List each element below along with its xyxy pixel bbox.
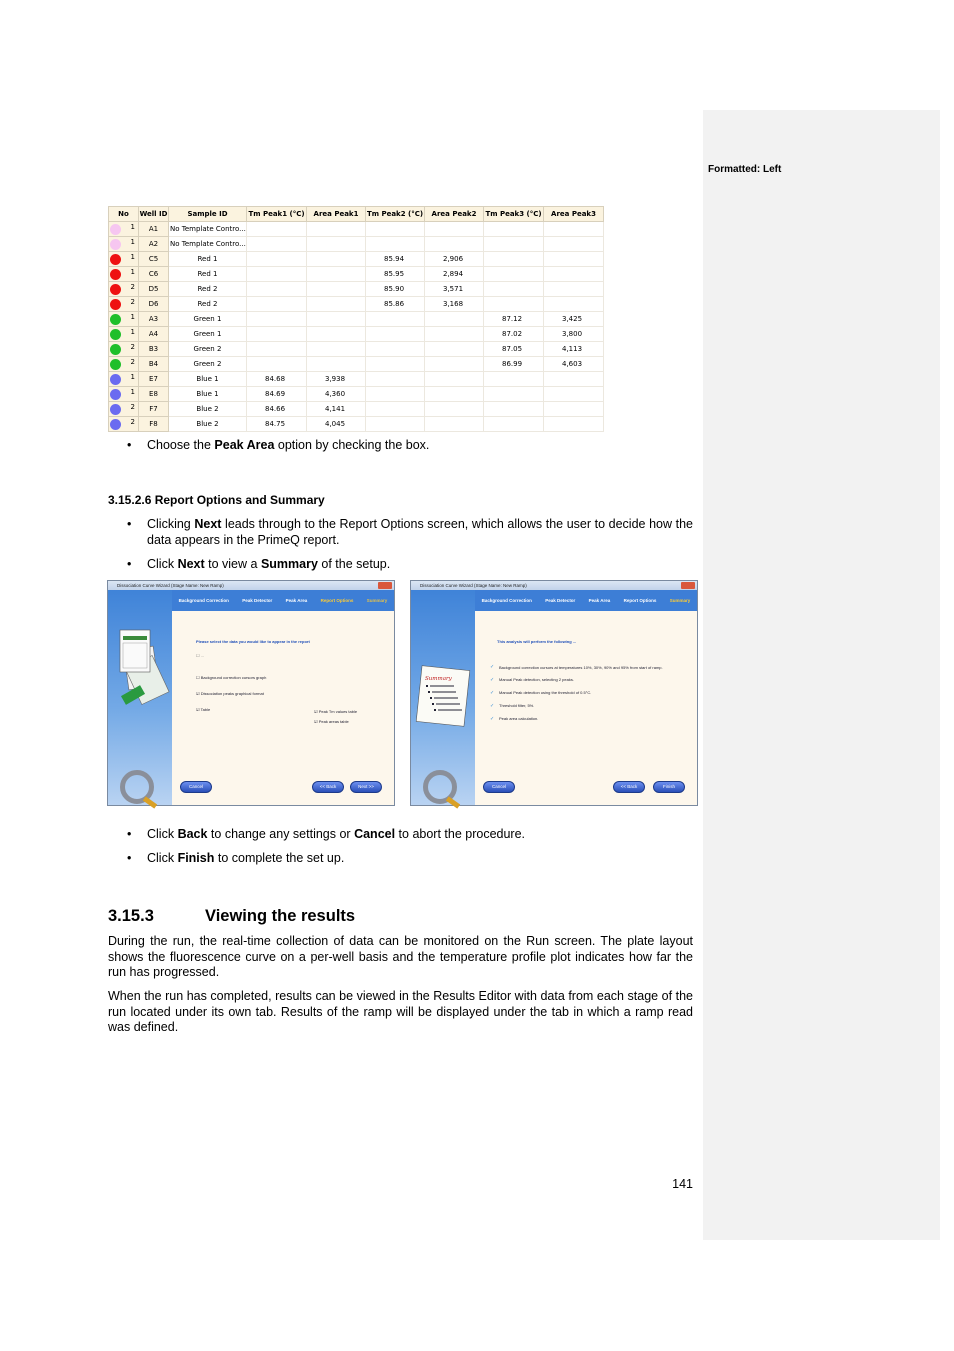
- value-cell: 84.66: [247, 402, 307, 417]
- sample-id-cell: Blue 2: [169, 417, 247, 432]
- sample-color-dot: [110, 299, 121, 310]
- value-cell: [544, 387, 604, 402]
- value-cell: 4,360: [307, 387, 366, 402]
- value-cell: [425, 417, 484, 432]
- sample-color-dot: [110, 344, 121, 355]
- step-peak-area[interactable]: Peak Area: [285, 598, 308, 603]
- value-cell: [425, 402, 484, 417]
- back-button[interactable]: << Back: [312, 781, 344, 793]
- table-row[interactable]: [109, 282, 604, 297]
- value-cell: [307, 357, 366, 372]
- value-cell: [247, 357, 307, 372]
- replicate-number: 2: [130, 298, 135, 306]
- value-cell: [544, 417, 604, 432]
- summary-wizard-screenshot: [410, 580, 698, 806]
- value-cell: [366, 372, 425, 387]
- well-id-cell: C6: [139, 267, 169, 282]
- summary-item: ✓ Peak area calculation.: [490, 716, 539, 722]
- section-heading-report-options: 3.15.2.6 Report Options and Summary: [108, 493, 325, 507]
- summary-item: ✓ Background correction cursors at temperatures 10%, 30%, 90% and 95% from start of ramp.: [490, 664, 663, 670]
- sample-id-cell: Red 2: [169, 282, 247, 297]
- replicate-number: 2: [130, 418, 135, 426]
- finish-button[interactable]: Finish: [653, 781, 685, 793]
- replicate-number: 1: [130, 253, 135, 261]
- step-background-correction[interactable]: Background Correction: [481, 598, 532, 603]
- sample-color-dot: [110, 269, 121, 280]
- value-cell: [366, 327, 425, 342]
- value-cell: [425, 372, 484, 387]
- sample-id-cell: No Template Contro...: [169, 222, 247, 237]
- value-cell: [247, 297, 307, 312]
- value-cell: 86.99: [484, 357, 544, 372]
- step-background-correction[interactable]: Background Correction: [178, 598, 229, 603]
- value-cell: [247, 237, 307, 252]
- value-cell: [307, 342, 366, 357]
- sample-color-dot: [110, 389, 121, 400]
- value-cell: 3,571: [425, 282, 484, 297]
- value-cell: 3,800: [544, 327, 604, 342]
- column-header[interactable]: Tm Peak1 (°C): [247, 207, 307, 222]
- value-cell: [307, 327, 366, 342]
- value-cell: [366, 402, 425, 417]
- value-cell: 84.68: [247, 372, 307, 387]
- report-options-wizard-screenshot: [107, 580, 395, 806]
- well-id-cell: D6: [139, 297, 169, 312]
- value-cell: 4,603: [544, 357, 604, 372]
- wizard-steps: [172, 590, 394, 611]
- value-cell: [366, 312, 425, 327]
- value-cell: 84.75: [247, 417, 307, 432]
- value-cell: 87.05: [484, 342, 544, 357]
- table-header-row: [109, 207, 604, 222]
- page-number: 141: [672, 1177, 693, 1191]
- close-icon: [681, 582, 695, 589]
- sample-color-dot: [110, 239, 121, 250]
- value-cell: [247, 327, 307, 342]
- sample-id-cell: Red 1: [169, 267, 247, 282]
- value-cell: [307, 267, 366, 282]
- wizard-title-bar: Dissociation Curve Wizard (Stage Name: New Ramp): [411, 581, 697, 590]
- well-id-cell: E8: [139, 387, 169, 402]
- column-header[interactable]: No: [109, 207, 139, 222]
- step-summary[interactable]: Summary: [669, 598, 691, 603]
- check-icon: ✓: [490, 716, 495, 722]
- value-cell: 3,938: [307, 372, 366, 387]
- sample-id-cell: No Template Contro...: [169, 237, 247, 252]
- value-cell: [247, 267, 307, 282]
- sample-id-cell: Blue 1: [169, 387, 247, 402]
- option-peak-areas-table[interactable]: ☑ Peak areas table: [314, 719, 349, 724]
- value-cell: 85.95: [366, 267, 425, 282]
- section-heading-number: 3.15.3: [108, 907, 154, 925]
- value-cell: 2,906: [425, 252, 484, 267]
- step-peak-area[interactable]: Peak Area: [588, 598, 611, 603]
- value-cell: [544, 267, 604, 282]
- value-cell: 85.94: [366, 252, 425, 267]
- results-table: [108, 206, 604, 432]
- value-cell: [544, 372, 604, 387]
- well-id-cell: B3: [139, 342, 169, 357]
- step-report-options[interactable]: Report Options: [320, 598, 354, 603]
- paragraph-run-monitoring: During the run, the real-time collection of data can be monitored on the Run screen. The plate layout shows the fluorescence curve on a per-well basis and the temperature profile plot indicates how far the run has progressed.: [108, 934, 693, 979]
- summary-prompt: This analysis will perform the following ...: [497, 639, 577, 644]
- value-cell: [366, 357, 425, 372]
- sample-color-dot: [110, 329, 121, 340]
- table-row[interactable]: [109, 297, 604, 312]
- sample-color-dot: [110, 359, 121, 370]
- value-cell: [484, 222, 544, 237]
- column-header[interactable]: Sample ID: [169, 207, 247, 222]
- value-cell: 85.86: [366, 297, 425, 312]
- wizard-content: [477, 613, 695, 803]
- replicate-number: 1: [130, 238, 135, 246]
- q-logo-icon: [120, 770, 154, 804]
- sample-id-cell: Green 2: [169, 357, 247, 372]
- value-cell: [247, 312, 307, 327]
- step-peak-detector[interactable]: Peak Detector: [545, 598, 576, 603]
- table-row[interactable]: [109, 342, 604, 357]
- cancel-button[interactable]: Cancel: [483, 781, 515, 793]
- well-id-cell: A3: [139, 312, 169, 327]
- replicate-number: 2: [130, 403, 135, 411]
- summary-item: ✓ Manual Peak detection using the threshold of 0.5°C.: [490, 690, 592, 696]
- table-row[interactable]: [109, 222, 604, 237]
- value-cell: [307, 282, 366, 297]
- replicate-number: 1: [130, 313, 135, 321]
- value-cell: 85.90: [366, 282, 425, 297]
- value-cell: [307, 222, 366, 237]
- value-cell: 4,045: [307, 417, 366, 432]
- sample-color-dot: [110, 314, 121, 325]
- formatting-note: Formatted: Left: [708, 164, 782, 175]
- table-row[interactable]: [109, 267, 604, 282]
- value-cell: [484, 267, 544, 282]
- sample-id-cell: Red 1: [169, 252, 247, 267]
- check-icon: ✓: [490, 703, 495, 709]
- sample-id-cell: Green 2: [169, 342, 247, 357]
- option-peak-tm-table[interactable]: ☑ Peak Tm values table: [314, 709, 358, 714]
- table-row[interactable]: [109, 252, 604, 267]
- value-cell: [366, 237, 425, 252]
- sample-id-cell: Blue 1: [169, 372, 247, 387]
- value-cell: [307, 297, 366, 312]
- section-heading-title: Viewing the results: [205, 907, 356, 925]
- wizard-sidebar: [108, 590, 172, 805]
- value-cell: 4,141: [307, 402, 366, 417]
- value-cell: [247, 342, 307, 357]
- value-cell: [366, 417, 425, 432]
- comment-margin-panel: [703, 110, 940, 1240]
- value-cell: [544, 282, 604, 297]
- cancel-button[interactable]: Cancel: [180, 781, 212, 793]
- sample-color-dot: [110, 254, 121, 265]
- value-cell: [484, 372, 544, 387]
- well-id-cell: E7: [139, 372, 169, 387]
- table-row[interactable]: [109, 372, 604, 387]
- value-cell: [307, 237, 366, 252]
- value-cell: [425, 357, 484, 372]
- report-prompt: Please select the data you would like to appear in the report: [196, 639, 310, 644]
- option-table[interactable]: ☑ Table: [196, 707, 211, 712]
- value-cell: [544, 402, 604, 417]
- wizard-sidebar: [411, 590, 475, 805]
- table-row[interactable]: [109, 402, 604, 417]
- replicate-number: 1: [130, 223, 135, 231]
- well-id-cell: A2: [139, 237, 169, 252]
- value-cell: [307, 312, 366, 327]
- value-cell: [544, 222, 604, 237]
- close-icon: [378, 582, 392, 589]
- well-id-cell: F8: [139, 417, 169, 432]
- table-row[interactable]: [109, 357, 604, 372]
- placeholder-option-checkbox[interactable]: ☐ ...: [196, 653, 205, 658]
- value-cell: [544, 237, 604, 252]
- value-cell: [484, 252, 544, 267]
- value-cell: [484, 402, 544, 417]
- sample-color-dot: [110, 419, 121, 430]
- column-header[interactable]: Area Peak3: [544, 207, 604, 222]
- q-logo-icon: [423, 770, 457, 804]
- wizard-steps: [475, 590, 697, 611]
- column-header[interactable]: Area Peak2: [425, 207, 484, 222]
- replicate-number: 1: [130, 268, 135, 276]
- check-icon: ✓: [490, 677, 495, 683]
- sample-id-cell: Red 2: [169, 297, 247, 312]
- replicate-number: 1: [130, 373, 135, 381]
- value-cell: 84.69: [247, 387, 307, 402]
- value-cell: [484, 237, 544, 252]
- back-button[interactable]: << Back: [613, 781, 645, 793]
- table-row[interactable]: [109, 312, 604, 327]
- sample-id-cell: Green 1: [169, 327, 247, 342]
- value-cell: 87.12: [484, 312, 544, 327]
- column-header[interactable]: Tm Peak2 (°C): [366, 207, 425, 222]
- value-cell: [484, 387, 544, 402]
- step-report-options[interactable]: Report Options: [623, 598, 657, 603]
- sample-color-dot: [110, 284, 121, 295]
- value-cell: [366, 222, 425, 237]
- well-id-cell: A4: [139, 327, 169, 342]
- summary-label: Summary: [425, 676, 452, 682]
- value-cell: [484, 282, 544, 297]
- option-background-cursors[interactable]: ☐ Background correction cursors graph: [196, 675, 267, 680]
- replicate-number: 1: [130, 388, 135, 396]
- value-cell: [425, 387, 484, 402]
- sample-color-dot: [110, 224, 121, 235]
- value-cell: [484, 297, 544, 312]
- step-summary[interactable]: Summary: [366, 598, 388, 603]
- paragraph-results-editor: When the run has completed, results can be viewed in the Results Editor with data from each stage of the run located under its own tab. Results of the ramp will be displayed under the tab in which a ramp read was defined.: [108, 989, 693, 1034]
- value-cell: [247, 282, 307, 297]
- value-cell: [247, 222, 307, 237]
- well-id-cell: A1: [139, 222, 169, 237]
- value-cell: [544, 252, 604, 267]
- well-id-cell: F7: [139, 402, 169, 417]
- value-cell: 87.02: [484, 327, 544, 342]
- column-header[interactable]: Area Peak1: [307, 207, 366, 222]
- value-cell: [366, 387, 425, 402]
- table-row[interactable]: [109, 237, 604, 252]
- value-cell: 4,113: [544, 342, 604, 357]
- value-cell: [425, 237, 484, 252]
- check-icon: ✓: [490, 690, 495, 696]
- value-cell: [307, 252, 366, 267]
- sample-color-dot: [110, 404, 121, 415]
- well-id-cell: B4: [139, 357, 169, 372]
- value-cell: 3,168: [425, 297, 484, 312]
- table-body: [109, 222, 604, 432]
- value-cell: [247, 252, 307, 267]
- sample-color-dot: [110, 374, 121, 385]
- bullet-clicking-next: • Clicking Next leads through to the Report Options screen, which allows the user to decide how the data appears in the PrimeQ report.: [127, 517, 693, 547]
- value-cell: [544, 297, 604, 312]
- column-header[interactable]: Tm Peak3 (°C): [484, 207, 544, 222]
- sample-id-cell: Blue 2: [169, 402, 247, 417]
- well-id-cell: C5: [139, 252, 169, 267]
- step-peak-detector[interactable]: Peak Detector: [242, 598, 273, 603]
- option-dissociation-peaks[interactable]: ☑ Dissociation peaks graphical format: [196, 691, 264, 696]
- next-button[interactable]: Next >>: [350, 781, 382, 793]
- table-row[interactable]: [109, 327, 604, 342]
- value-cell: [484, 417, 544, 432]
- value-cell: [425, 327, 484, 342]
- value-cell: [425, 342, 484, 357]
- sample-id-cell: Green 1: [169, 312, 247, 327]
- wizard-title-bar: Dissociation Curve Wizard (Stage Name: New Ramp): [108, 581, 394, 590]
- value-cell: 2,894: [425, 267, 484, 282]
- column-header[interactable]: Well ID: [139, 207, 169, 222]
- value-cell: [425, 222, 484, 237]
- value-cell: [425, 312, 484, 327]
- replicate-number: 2: [130, 358, 135, 366]
- table-row[interactable]: [109, 417, 604, 432]
- replicate-number: 2: [130, 343, 135, 351]
- well-id-cell: D5: [139, 282, 169, 297]
- summary-item: ✓ Threshold filter, 5%.: [490, 703, 535, 709]
- value-cell: 3,425: [544, 312, 604, 327]
- replicate-number: 2: [130, 283, 135, 291]
- table-row[interactable]: [109, 387, 604, 402]
- wizard-content: [174, 613, 392, 803]
- check-icon: ✓: [490, 664, 495, 670]
- summary-item: ✓ Manual Peak detection, selecting 2 peaks.: [490, 677, 574, 683]
- replicate-number: 1: [130, 328, 135, 336]
- value-cell: [366, 342, 425, 357]
